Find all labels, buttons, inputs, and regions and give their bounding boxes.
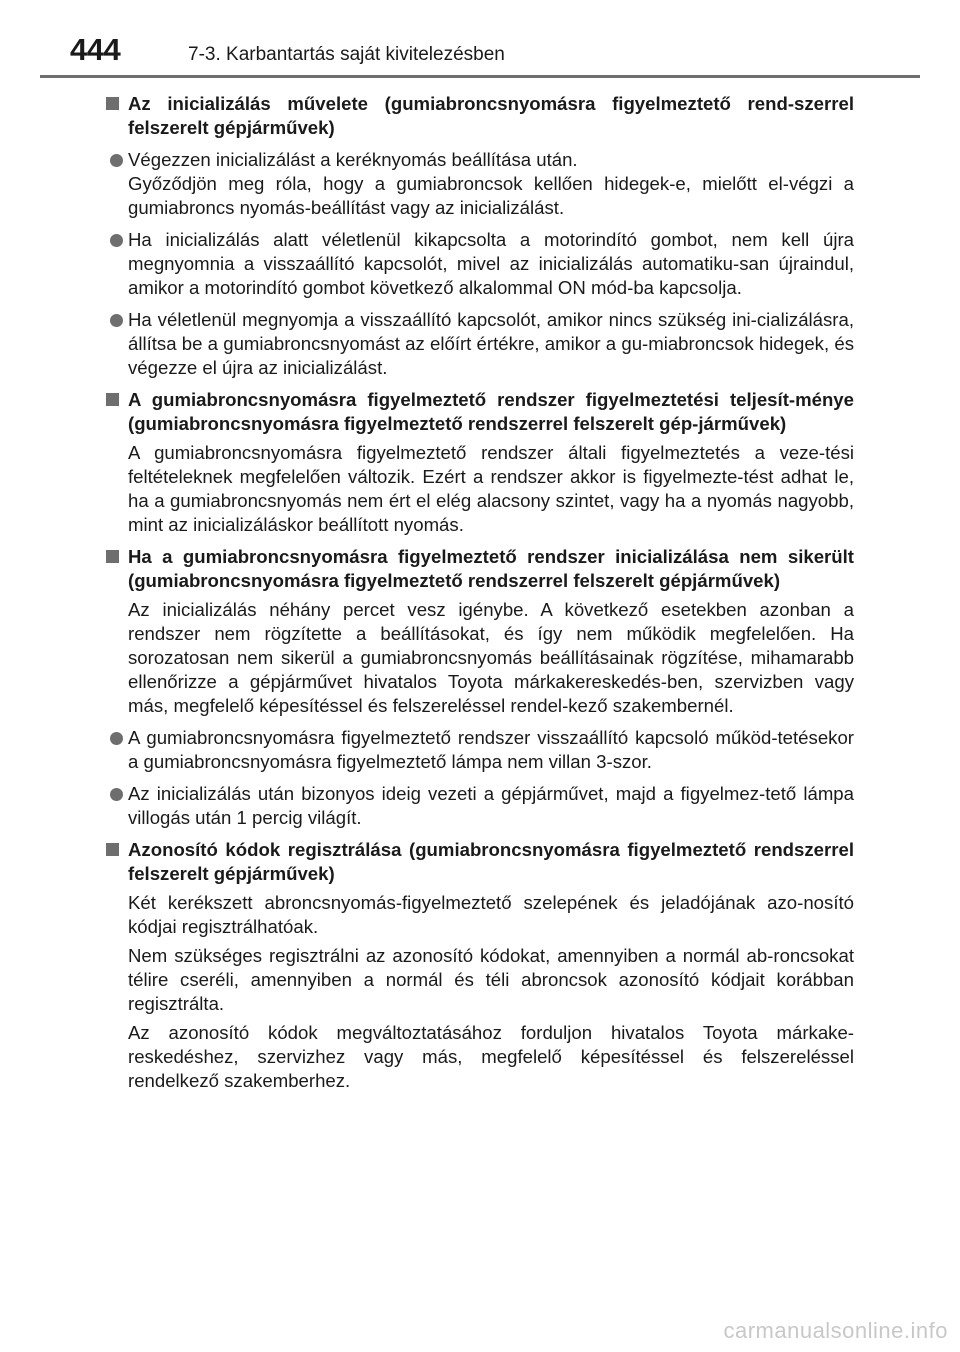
bullet-extra-text: Győződjön meg róla, hogy a gumiabroncsok kellően hidegek-e, mielőtt el-végzi a gumiabroncs nyomás-beállítást vagy az inicializálást. — [128, 173, 854, 218]
page-number: 444 — [70, 32, 121, 67]
paragraph: Nem szükséges regisztrálni az azonosító kódokat, amennyiben a normál ab-roncsokat télire cseréli, amennyiben a normál és téli abroncsok azonosító kódjait korábban regisztrálta. — [128, 945, 854, 1014]
circle-bullet-icon — [110, 732, 123, 745]
section-heading — [106, 92, 854, 140]
paragraph: Az azonosító kódok megváltoztatásához forduljon hivatalos Toyota márkake-reskedéshez, szervizhez vagy más, megfelelő képesítéssel és felszereléssel rendelkező szakemberhez. — [128, 1022, 854, 1091]
square-bullet-icon — [106, 393, 119, 406]
bullet-item — [106, 228, 854, 300]
section-heading — [106, 388, 854, 436]
section-heading-text: A gumiabroncsnyomásra figyelmeztető rendszer figyelmeztetési teljesít-ménye (gumiabroncsnyomásra figyelmeztető rendszerrel felszerelt gép-járművek) — [128, 389, 854, 434]
paragraph: Két kerékszett abroncsnyomás-figyelmeztető szelepének és jeladójának azo-nosító kódjai regisztrálhatóak. — [128, 892, 854, 937]
circle-bullet-icon — [110, 234, 123, 247]
bullet-item — [106, 782, 854, 830]
bullet-text: Végezzen inicializálást a keréknyomás beállítása után. — [128, 149, 578, 170]
bullet-text: Ha véletlenül megnyomja a visszaállító kapcsolót, amikor nincs szükség ini-cializálásra, állítsa be a gumiabroncsnyomást az előírt értékre, amikor a gu-miabroncsok hidegek, és végezze el újra az inicializálást. — [128, 309, 854, 378]
section-heading-text: Ha a gumiabroncsnyomásra figyelmeztető rendszer inicializálása nem sikerült (gumiabroncsnyomásra figyelmeztető rendszerrel felszerelt gépjárművek) — [128, 546, 854, 591]
circle-bullet-icon — [110, 154, 123, 167]
chapter-title: 7-3. Karbantartás saját kivitelezésben — [188, 44, 505, 65]
section-heading — [106, 838, 854, 886]
circle-bullet-icon — [110, 788, 123, 801]
section-heading-text: Azonosító kódok regisztrálása (gumiabroncsnyomásra figyelmeztető rendszerrel felszerelt gépjárművek) — [128, 839, 854, 884]
circle-bullet-icon — [110, 314, 123, 327]
page-content — [106, 92, 854, 1093]
section-heading-text: Az inicializálás művelete (gumiabroncsnyomásra figyelmeztető rend-szerrel felszerelt gépjárművek) — [128, 93, 854, 138]
paragraph: Az inicializálás néhány percet vesz igénybe. A következő esetekben azonban a rendszer nem rögzítette a beállításokat, és így nem működik megfelelően. Ha sorozatosan nem sikerül a gumiabroncsnyomás beállításainak rögzítése, mihamarabb ellenőrizze a gépjárművet hivatalos Toyota márkakereskedés-ben, szervizben vagy más, megfelelő képesítéssel és felszereléssel rendel-kező szakembernél. — [128, 599, 854, 716]
bullet-text: Ha inicializálás alatt véletlenül kikapcsolta a motorindító gombot, nem kell újra megnyomnia a visszaállító kapcsolót, mivel az inicializálás automatiku-san újraindul, amikor a motorindító gombot következő alkalommal ON mód-ba kapcsolja. — [128, 229, 854, 298]
square-bullet-icon — [106, 97, 119, 110]
bullet-item — [106, 726, 854, 774]
square-bullet-icon — [106, 550, 119, 563]
header-divider — [40, 75, 920, 78]
paragraph: A gumiabroncsnyomásra figyelmeztető rendszer általi figyelmeztetés a veze-tési feltételeknek megfelelően változik. Ezért a rendszer akkor is figyelmezte-tést adhat le, ha a gumiabroncsnyomás nem ért el elég alacsony szintet, vagy ha a nyomás nagyobb, mint az inicializáláskor beállított nyomás. — [128, 442, 854, 535]
bullet-item — [106, 308, 854, 380]
bullet-item — [106, 148, 854, 220]
bullet-text: A gumiabroncsnyomásra figyelmeztető rendszer visszaállító kapcsoló működ-tetésekor a gumiabroncsnyomásra figyelmeztető lámpa nem villan 3-szor. — [128, 727, 854, 772]
bullet-text: Az inicializálás után bizonyos ideig vezeti a gépjárművet, majd a figyelmez-tető lámpa villogás után 1 percig világít. — [128, 783, 854, 828]
square-bullet-icon — [106, 843, 119, 856]
section-heading — [106, 545, 854, 593]
watermark: carmanualsonline.info — [723, 1318, 948, 1343]
